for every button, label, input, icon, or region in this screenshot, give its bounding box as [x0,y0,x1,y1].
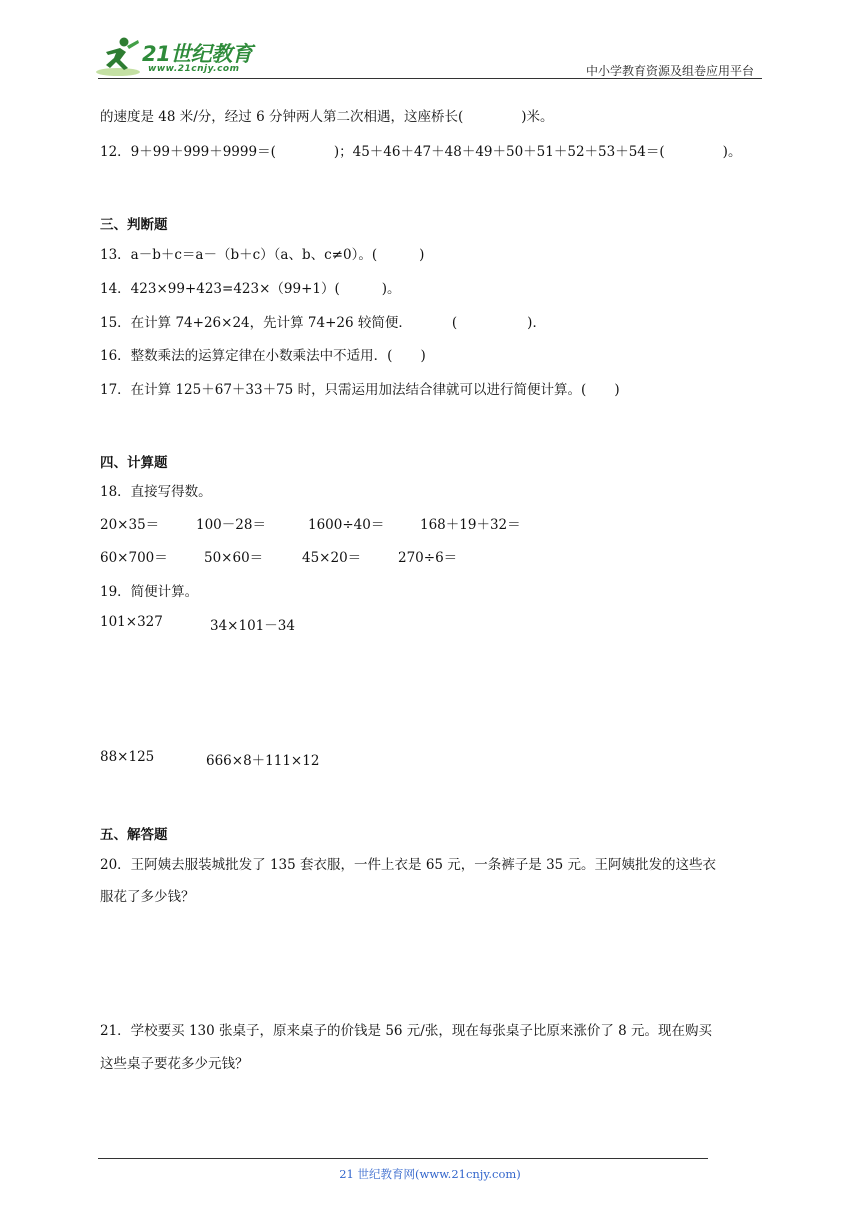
question-16-text: 16．整数乘法的运算定律在小数乘法中不适用．( [100,348,393,364]
logo-url: www.21cnjy.com [148,64,240,74]
calc-item: 45×20＝ [302,550,362,566]
question-21-line-2: 这些桌子要花多少元钱？ [100,1056,249,1072]
question-21-line-1: 21．学校要买 130 张桌子，原来桌子的价钱是 56 元/张，现在每张桌子比原来涨价了 8 元。现在购买 [100,1023,713,1039]
question-14-text: 14．423×99+423=423×（99+1）( [100,281,340,297]
header-platform-text: 中小学教育资源及组卷应用平台 [585,64,754,78]
logo-text: 21世纪教育 [142,42,253,66]
question-11-text: 的速度是 48 米/分，经过 6 分钟两人第二次相遇，这座桥长( [100,109,464,125]
question-12-end: )。 [722,144,742,160]
question-15-end: )． [527,315,546,331]
calc-item: 270÷6＝ [398,550,458,566]
question-15-open: ( [451,315,458,331]
simplify-item: 88×125 [100,749,155,765]
runner-logo-icon [94,34,144,80]
question-13-end: ) [419,247,425,263]
question-19: 19．简便计算。 [100,584,199,600]
question-14-end: )。 [381,281,401,297]
question-13-text: 13．a－b＋c＝a－（b＋c）（a、b、c≠0）。( [100,247,378,263]
calc-item: 50×60＝ [204,550,264,566]
calc-item: 20×35＝ [100,517,160,533]
question-13 [100,243,424,263]
question-11-tail [100,105,554,125]
footer-link[interactable]: 21 世纪教育网(www.21cnjy.com) [339,1167,521,1181]
question-12-part-a: 12．9＋99＋999＋9999＝( [100,144,276,160]
site-logo [94,34,264,80]
question-17-end: ) [614,382,620,398]
header-divider [98,78,762,79]
footer-divider [98,1158,708,1159]
calc-item: 168＋19＋32＝ [420,517,521,533]
section-calculation-title: 四、计算题 [100,455,168,471]
question-20-line-2: 服花了多少钱？ [100,889,195,905]
simplify-item: 34×101－34 [210,618,295,634]
question-14 [100,277,401,297]
calc-item: 60×700＝ [100,550,168,566]
question-15 [100,311,546,331]
question-17-text: 17．在计算 125＋67＋33＋75 时，只需运用加法结合律就可以进行简便计算。( [100,382,587,398]
calc-item: 1600÷40＝ [308,517,385,533]
simplify-item: 666×8＋111×12 [206,753,320,769]
question-16 [100,344,426,364]
question-12-part-b: )；45＋46＋47＋48＋49＋50＋51＋52＋53＋54＝( [333,144,665,160]
simplify-item: 101×327 [100,614,163,630]
question-11-end: )米。 [521,109,554,125]
question-17 [100,378,620,398]
question-12 [100,140,741,160]
calc-item: 100－28＝ [196,517,266,533]
question-15-text: 15．在计算 74+26×24，先计算 74+26 较简便． [100,315,412,331]
question-20-line-1: 20．王阿姨去服装城批发了 135 套衣服，一件上衣是 65 元，一条裤子是 35 元。王阿姨批发的这些衣 [100,857,717,873]
question-18: 18．直接写得数。 [100,484,212,500]
section-judgement-title: 三、判断题 [100,217,168,233]
question-16-end: ) [420,348,426,364]
section-word-problems-title: 五、解答题 [100,827,168,843]
